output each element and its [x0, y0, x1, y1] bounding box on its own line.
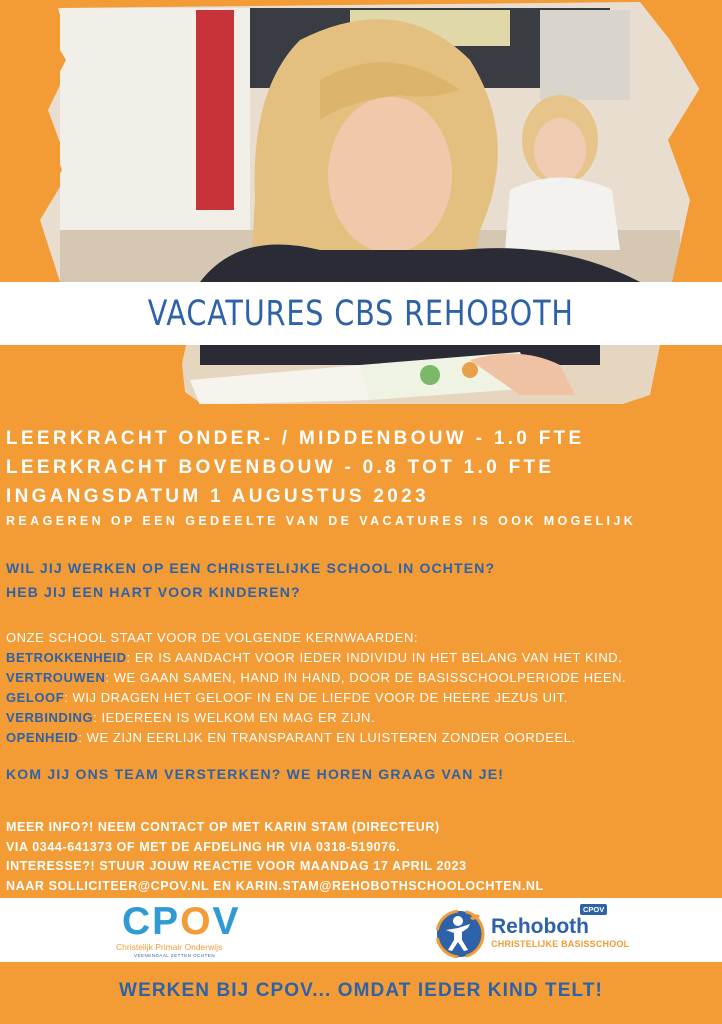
value-text: : WIJ DRAGEN HET GELOOF IN EN DE LIEFDE VOOR DE HEERE JEZUS UIT. [64, 690, 568, 705]
value-item [6, 668, 718, 688]
logo-band [0, 898, 722, 962]
value-text: : ER IS AANDACHT VOOR IEDER INDIVIDU IN HET BELANG VAN HET KIND. [126, 650, 623, 665]
value-item [6, 688, 718, 708]
cpov-badge: CPOV [580, 904, 607, 915]
cpov-locations: VEENENDAAL ZETTEN OCHTEN [134, 953, 216, 958]
rehoboth-wordmark: Rehoboth [491, 915, 589, 938]
contact-block [6, 818, 718, 896]
positions-block [6, 424, 718, 530]
value-key: BETROKKENHEID [6, 650, 127, 665]
core-values-block [6, 628, 718, 748]
value-text: : IEDEREEN IS WELKOM EN MAG ER ZIJN. [93, 710, 376, 725]
cpov-wordmark: CPOV [122, 900, 241, 943]
cpov-logo [112, 900, 242, 960]
contact-line: VIA 0344-641373 OF MET DE AFDELING HR VIA 0318-519076. [6, 839, 401, 854]
questions-block [6, 556, 718, 604]
contact-email-line[interactable]: NAAR SOLLICITEER@CPOV.NL EN KARIN.STAM@REHOBOTHSCHOOLOCHTEN.NL [6, 878, 544, 893]
react-note: REAGEREN OP EEN GEDEELTE VAN DE VACATURES IS OOK MOGELIJK [6, 514, 637, 528]
value-item [6, 728, 718, 748]
position-line: LEERKRACHT ONDER- / MIDDENBOUW - 1.0 FTE [6, 428, 585, 449]
value-item [6, 708, 718, 728]
value-item [6, 648, 718, 668]
title-banner [0, 282, 722, 345]
team-call-to-action: KOM JIJ ONS TEAM VERSTERKEN? WE HOREN GRAAG VAN JE! [6, 766, 505, 782]
rehoboth-tagline: CHRISTELIJKE BASISSCHOOL [491, 939, 630, 949]
cpov-subtitle: Christelijk Primair Onderwijs [116, 942, 223, 952]
value-text: : WE ZIJN EERLIJK EN TRANSPARANT EN LUISTEREN ZONDER OORDEEL. [78, 730, 576, 745]
person-figure-icon [434, 908, 486, 958]
slogan: WERKEN BIJ CPOV... OMDAT IEDER KIND TELT! [119, 980, 603, 1001]
child-reading-photo [0, 0, 722, 410]
contact-line: MEER INFO?! NEEM CONTACT OP MET KARIN STAM (DIRECTEUR) [6, 820, 440, 834]
question-line: HEB JIJ EEN HART VOOR KINDEREN? [6, 584, 301, 600]
value-key: OPENHEID [6, 730, 79, 745]
value-key: GELOOF [6, 690, 65, 705]
contact-line: INTERESSE?! STUUR JOUW REACTIE VOOR MAANDAG 17 APRIL 2023 [6, 859, 467, 873]
question-line: WIL JIJ WERKEN OP EEN CHRISTELIJKE SCHOOL IN OCHTEN? [6, 560, 496, 576]
value-text: : WE GAAN SAMEN, HAND IN HAND, DOOR DE BASISSCHOOLPERIODE HEEN. [105, 670, 627, 685]
value-key: VERTROUWEN [6, 670, 106, 685]
position-line: LEERKRACHT BOVENBOUW - 0.8 TOT 1.0 FTE [6, 457, 555, 478]
values-intro: ONZE SCHOOL STAAT VOOR DE VOLGENDE KERNWAARDEN: [6, 630, 419, 645]
page-title: VACATURES CBS REHOBOTH [147, 293, 575, 334]
rehoboth-logo [434, 904, 630, 958]
start-date-line: INGANGSDATUM 1 AUGUSTUS 2023 [6, 486, 429, 507]
value-key: VERBINDING [6, 710, 94, 725]
